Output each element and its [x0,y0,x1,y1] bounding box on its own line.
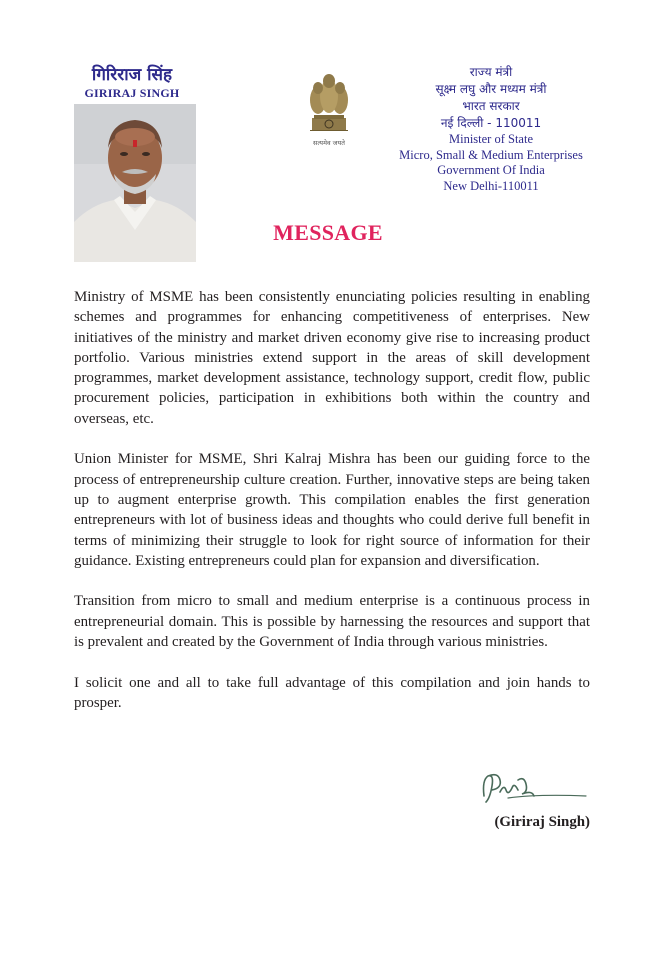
ashoka-emblem-icon [306,66,352,150]
minister-name-hindi: गिरिराज सिंह [91,65,173,85]
office-english-line-4: New Delhi-110011 [443,178,539,193]
signatory-name: (Giriraj Singh) [494,814,590,830]
office-hindi-line-3: भारत सरकार [462,99,520,113]
office-address [388,64,594,194]
message-title: MESSAGE [273,220,383,245]
minister-name-english: GIRIRAJ SINGH [84,86,180,100]
office-hindi-line-4: नई दिल्ली - 110011 [440,116,542,130]
office-hindi-line-1: राज्य मंत्री [469,65,513,79]
national-emblem [306,66,352,150]
paragraph-3: Transition from micro to small and medium enterprise is a continuous process in entrepreneurial domain. This is possible by harnessing the resources and support that is prevalent and created by the Government of India through various ministries. [74,593,590,651]
office-english-line-3: Government Of India [437,163,545,177]
office-english-line-2: Micro, Small & Medium Enterprises [399,147,583,162]
handwritten-signature [478,766,590,810]
message-body [74,287,590,734]
paragraph-2: Union Minister for MSME, Shri Kalraj Mishra has been our guiding force to the process of entrepreneurship culture creation. Further, innovative steps are being taken up to augment enterprise growth. This compilation enables the first generation entrepreneurs with lot of business ideas and thoughts who could derive full benefit in terms of minimizing their struggle to look for right source of information for their guidance. Existing entrepreneurs could plan for expansion and diversification. [74,451,590,569]
signature-image [478,766,590,810]
office-english-line-1: Minister of State [448,132,533,146]
emblem-motto: सत्यमेव जयते [313,139,345,147]
paragraph-1: Ministry of MSME has been consistently enunciating policies resulting in enabling schemes and programmes for enhancing competitiveness of enterprises. New initiatives of the ministry and market driven economy give rise to increasing product portfolio. Various ministries extend support in the areas of skill development programmes, market development assistance, technology support, credit flow, public procurement policies, participation in exhibitions both within the country and overseas, etc. [74,289,590,427]
office-hindi-line-2: सूक्ष्म लघु और मध्यम मंत्री [435,82,547,96]
paragraph-4: I solicit one and all to take full advantage of this compilation and join hands to prosper. [74,674,590,711]
